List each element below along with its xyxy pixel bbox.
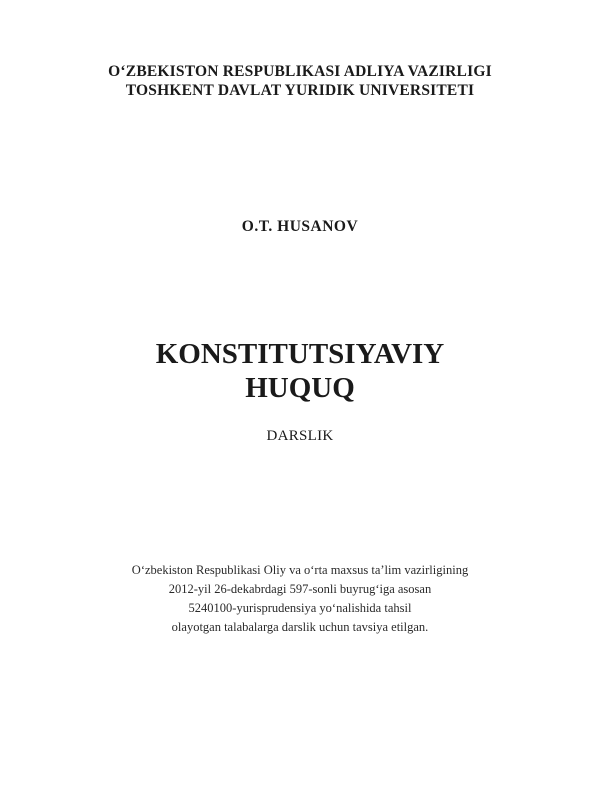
- book-type: DARSLIK: [266, 428, 334, 444]
- approval-line-2: 2012-yil 26-dekabrdagi 597-sonli buyrug‘iga asosan: [168, 582, 432, 596]
- book-title-line-1: KONSTITUTSIYAVIY: [155, 338, 445, 370]
- book-title-line-2: HUQUQ: [245, 372, 355, 404]
- ministry-name: O‘ZBEKISTON RESPUBLIKASI ADLIYA VAZIRLIGI: [108, 63, 492, 80]
- book-title: [0, 337, 600, 405]
- approval-line-4: olayotgan talabalarga darslik uchun tavsiya etilgan.: [171, 620, 429, 634]
- approval-note: [0, 561, 600, 637]
- author-name: O.T. HUSANOV: [241, 218, 359, 235]
- approval-line-1: O‘zbekiston Respublikasi Oliy va o‘rta maxsus ta’lim vazirligining: [131, 563, 469, 577]
- university-name: TOSHKENT DAVLAT YURIDIK UNIVERSITETI: [125, 82, 475, 99]
- approval-line-3: 5240100-yurisprudensiya yo‘nalishida tahsil: [188, 601, 412, 615]
- ministry-header: [0, 62, 600, 100]
